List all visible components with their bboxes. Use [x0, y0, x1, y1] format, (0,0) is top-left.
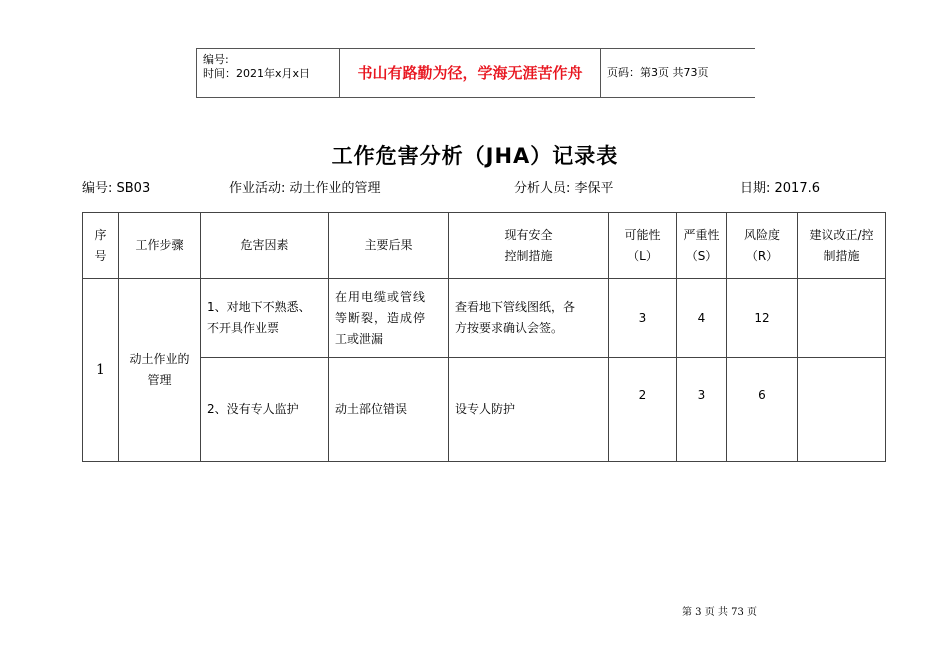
row2-hazard-line1: 2、没有专人监护 — [207, 402, 299, 416]
header-suggestion-line1: 建议改正/控 — [809, 227, 874, 242]
row1-control-line1: 查看地下管线图纸，各 — [455, 300, 576, 314]
header-severity — [677, 213, 727, 279]
row1-hazard-line2: 不开具作业票 — [207, 321, 280, 335]
table-header-row — [83, 213, 886, 279]
page-footer: 第 3 页 共 73 页 — [682, 607, 757, 618]
row2-control-line1: 设专人防护 — [455, 402, 516, 416]
row1-control — [449, 279, 609, 358]
header-risk-line1: 风险度 — [743, 227, 780, 242]
header-seq — [83, 213, 119, 279]
row1-severity: 4 — [677, 279, 727, 358]
table-row — [83, 358, 886, 462]
header-likelihood-line1: 可能性 — [624, 227, 661, 242]
row-step-line1: 动土作业的 — [129, 352, 190, 366]
header-step: 工作步骤 — [119, 213, 201, 279]
meta-analyst: 分析人员: 李保平 — [514, 181, 614, 196]
row1-consequence-line1: 在用电缆或管线 — [335, 289, 427, 304]
row2-hazard — [201, 358, 329, 462]
row2-control — [449, 358, 609, 462]
page-info: 页码：第3页 共73页 — [607, 66, 709, 79]
time-line: 时间：2021年x月x日 — [203, 67, 311, 80]
meta-date: 日期: 2017.6 — [740, 181, 820, 196]
table-row — [83, 279, 886, 358]
row2-likelihood: 2 — [609, 358, 677, 462]
header-control — [449, 213, 609, 279]
meta-activity: 作业活动: 动土作业的管理 — [229, 181, 381, 196]
header-left — [197, 49, 339, 97]
header-risk — [727, 213, 798, 279]
header-control-line1: 现有安全 — [504, 227, 553, 242]
header-severity-line1: 严重性 — [683, 227, 720, 242]
row1-hazard-line1: 1、对地下不熟悉、 — [207, 300, 311, 314]
row1-consequence — [329, 279, 449, 358]
header-seq-line1: 序 — [94, 227, 107, 242]
meta-code: 编号: SB03 — [82, 181, 151, 196]
header-likelihood — [609, 213, 677, 279]
row1-risk: 12 — [727, 279, 798, 358]
row1-consequence-line2: 等断裂，造成停 — [335, 310, 427, 325]
header-suggestion-line2: 制措施 — [823, 248, 860, 263]
row-step-line2: 管理 — [147, 373, 172, 387]
code-label: 编号: — [203, 53, 229, 66]
row1-hazard — [201, 279, 329, 358]
row1-control-line2: 方按要求确认会签。 — [455, 321, 564, 335]
page-title: 工作危害分析（JHA）记录表 — [331, 144, 619, 168]
row2-consequence — [329, 358, 449, 462]
jha-table — [82, 212, 886, 462]
row1-consequence-line3: 工或泄漏 — [335, 331, 384, 346]
header-hazard: 危害因素 — [201, 213, 329, 279]
row2-consequence-line1: 动土部位错误 — [335, 402, 408, 416]
row1-suggestion — [798, 279, 886, 358]
row-step — [119, 279, 201, 462]
header-suggestion — [798, 213, 886, 279]
header-seq-line2: 号 — [94, 248, 107, 263]
header-severity-line2: （S） — [685, 248, 718, 263]
row1-likelihood: 3 — [609, 279, 677, 358]
row2-severity: 3 — [677, 358, 727, 462]
header-consequence: 主要后果 — [329, 213, 449, 279]
motto: 书山有路勤为径，学海无涯苦作舟 — [339, 49, 601, 97]
header-likelihood-line2: （L） — [627, 248, 658, 263]
header-control-line2: 控制措施 — [504, 248, 553, 263]
row-seq: 1 — [83, 279, 119, 462]
document-header — [196, 48, 755, 98]
row2-risk: 6 — [727, 358, 798, 462]
row2-suggestion — [798, 358, 886, 462]
header-risk-line2: （R） — [745, 248, 779, 263]
